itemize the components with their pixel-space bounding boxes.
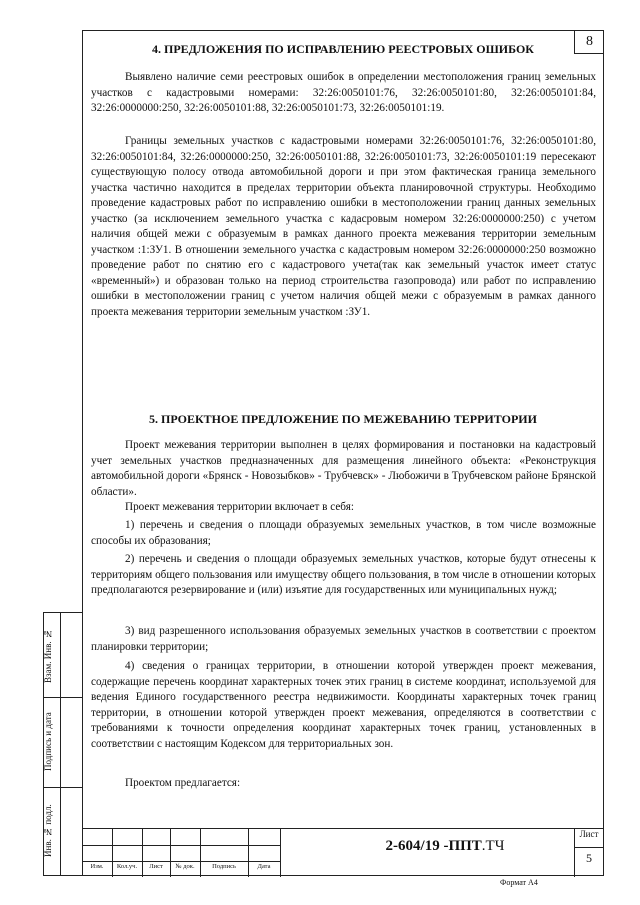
- section-5-paragraph-2: Проект межевания территории включает в себя:: [125, 501, 354, 513]
- section-5-paragraph-1: Проект межевания территории выполнен в целях формирования и постановки на кадастровый учет земельных участков предназначенных для размещения линейного объекта: «Реконструкция автомобильной дороги «Брянск - Новозыбков» - Трубчевск» - Любожичи в Трубчевском районе Брянской области».: [91, 439, 596, 498]
- side-stamp-divider: [44, 697, 82, 698]
- format-label: Формат А4: [500, 878, 538, 887]
- section-5-paragraph-3: Проектом предлагается:: [125, 777, 241, 789]
- list-item-4: 4) сведения о границах территории, в отношении которой утвержден проект межевания, содержащие перечень координат характерных точек этих границ в системе координат, используемой для ведения Единого государственного реестра недвижимости. Координаты характерных точек границ территории, в отношении которой утвержден проект межевания, определяются в соответствии с требованиями к точности определения координат характерных точек границ, установленных в соответствии с настоящим Кодексом для территориальных зон.: [91, 660, 596, 750]
- col-izm-label: Изм.: [90, 863, 104, 870]
- col-data-label: Дата: [257, 863, 271, 870]
- section-5-heading: 5. ПРОЕКТНОЕ ПРЕДЛОЖЕНИЕ ПО МЕЖЕВАНИЮ ТЕРРИТОРИИ: [149, 412, 537, 426]
- document-code: [360, 838, 530, 855]
- col-ndok-label: № док.: [175, 863, 195, 870]
- section-4-paragraph-2: Границы земельных участков с кадастровыми номерами 32:26:0050101:76, 32:26:0050101:80, 32:26:0050101:84, 32:26:0000000:250, 32:26:0050101:88, 32:26:0050101:73, 32:26:0050101:19 пересекают существующую полосу отвода автомобильной дороги и при этом фактическая граница земельного участка частично находится в пределах территории объекта планировочной структуры. Необходимо проведение кадастровых работ по исправлению ошибки в местоположении границ данных земельных участко (за исключением земельного участка с кадасровым номером 32:26:0000000:250) с учетом наличия общей межи с образуемым в рамках данного проекта межевания территории земельным участком :1:ЗУ1. В отношении земельного участка с кадастровым номером 32:26:0000000:250 возможно проведение работ по снятию его с кадастрового учета(так как земельный участок имеет статус «временный») и образован только на период строительства газопровода) или работ по исправлению ошибки в местоположении границ с учетом наличия общей межи с образуемым в рамках данного проекта межевания территории земельным участком :ЗУ1.: [91, 135, 596, 318]
- sheet-number: 5: [586, 851, 592, 865]
- title-block-row: [82, 861, 280, 862]
- podpis-data-label: Подпись и дата: [43, 712, 53, 772]
- document-code-main: 2-604/19 -ППТ: [385, 838, 482, 854]
- side-stamp-divider: [44, 787, 82, 788]
- list-item-1: 1) перечень и сведения о площади образуемых земельных участков, в том числе возможные способы их образования;: [91, 519, 596, 547]
- list-item-3: 3) вид разрешенного использования образуемых земельных участков в соответствии с проектом планировки территории;: [91, 625, 596, 653]
- col-koluch-label: Кол.уч.: [116, 863, 138, 870]
- col-list-label: Лист: [149, 863, 163, 870]
- inv-podl-label: Инв. № подл.: [43, 804, 53, 858]
- vzam-inv-label: Взам. Инв. №: [43, 629, 53, 683]
- document-code-suffix: .ТЧ: [481, 838, 505, 854]
- title-block-row: [82, 845, 280, 846]
- section-4-heading: 4. ПРЕДЛОЖЕНИЯ ПО ИСПРАВЛЕНИЮ РЕЕСТРОВЫХ ОШИБОК: [151, 42, 535, 56]
- sheet-label: Лист: [579, 829, 599, 839]
- list-item-2: 2) перечень и сведения о площади образуемых земельных участков, которые будут отнесены к территориям общего пользования или имуществу общего пользования, в том числе в отношении которых предполагаются резервирование и (или) изъятие для государственных или муниципальных нужд;: [91, 553, 596, 596]
- col-podpis-label: Подпись: [212, 863, 236, 870]
- list-divider: [574, 847, 604, 848]
- section-4-paragraph-1: Выявлено наличие семи реестровых ошибок в определении местоположения границ земельных участков с кадастровыми номерами: 32:26:0050101:76, 32:26:0050101:80, 32:26:0050101:84, 32:26:0000000:250, 32:26:0050101:88, 32:26:0050101:73, 32:26:0050101:19.: [91, 71, 596, 114]
- page-number: 8: [574, 30, 604, 54]
